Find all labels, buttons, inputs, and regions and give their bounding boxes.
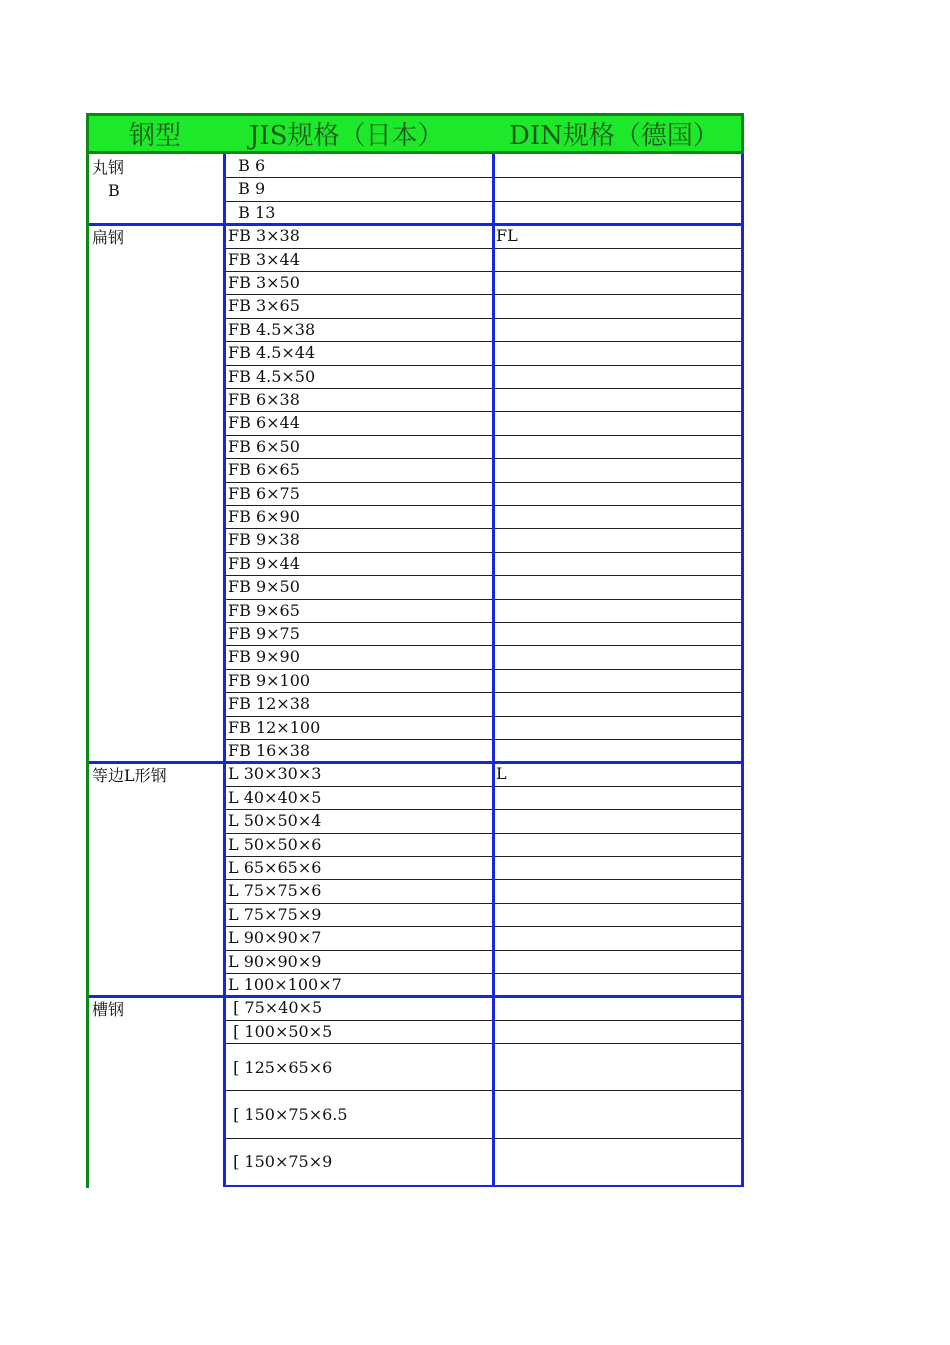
table-row <box>86 366 744 389</box>
table-row <box>86 225 744 248</box>
table-row <box>86 319 744 342</box>
din-spec-cell[interactable] <box>494 717 743 740</box>
table-row <box>86 974 744 997</box>
din-spec-cell[interactable] <box>494 529 743 552</box>
table-row <box>86 904 744 927</box>
jis-spec-cell[interactable]: FB 9×100 <box>225 670 494 693</box>
din-spec-cell[interactable] <box>494 155 743 178</box>
din-spec-cell[interactable] <box>494 436 743 459</box>
din-spec-cell[interactable] <box>494 412 743 435</box>
table-row <box>86 927 744 950</box>
table-row <box>86 295 744 318</box>
table-row <box>86 834 744 857</box>
jis-spec-cell[interactable]: L 90×90×7 <box>225 927 494 950</box>
table-row <box>86 1021 744 1044</box>
din-spec-cell[interactable] <box>494 1092 743 1139</box>
din-spec-cell[interactable] <box>494 646 743 669</box>
din-spec-cell[interactable] <box>494 483 743 506</box>
din-spec-cell[interactable] <box>494 459 743 482</box>
din-spec-cell[interactable] <box>494 178 743 201</box>
jis-spec-cell[interactable]: L 65×65×6 <box>225 857 494 880</box>
din-spec-cell[interactable] <box>494 740 743 763</box>
header-steel-type: 钢型 <box>129 121 182 151</box>
table-row <box>86 553 744 576</box>
din-spec-cell[interactable] <box>494 623 743 646</box>
jis-spec-cell[interactable]: FB 6×44 <box>225 412 494 435</box>
jis-spec-cell[interactable]: FB 9×44 <box>225 553 494 576</box>
jis-spec-cell[interactable]: FB 12×38 <box>225 693 494 716</box>
jis-spec-cell[interactable]: FB 3×50 <box>225 272 494 295</box>
din-spec-cell[interactable] <box>494 389 743 412</box>
table-row <box>86 740 744 763</box>
din-spec-cell[interactable]: L <box>494 763 743 786</box>
jis-spec-cell[interactable]: L 40×40×5 <box>225 787 494 810</box>
jis-spec-cell[interactable]: B 9 <box>225 178 494 201</box>
table-row <box>86 1139 744 1186</box>
group-divider <box>89 995 744 998</box>
din-spec-cell[interactable]: FL <box>494 225 743 248</box>
din-spec-cell[interactable] <box>494 1044 743 1091</box>
table-row <box>86 717 744 740</box>
jis-spec-cell[interactable]: FB 4.5×44 <box>225 342 494 365</box>
din-spec-cell[interactable] <box>494 857 743 880</box>
table-row <box>86 412 744 435</box>
jis-spec-cell[interactable]: FB 4.5×38 <box>225 319 494 342</box>
jis-spec-cell[interactable]: FB 9×90 <box>225 646 494 669</box>
din-spec-cell[interactable] <box>494 670 743 693</box>
din-spec-cell[interactable] <box>494 810 743 833</box>
bottom-border <box>223 1185 744 1187</box>
din-spec-cell[interactable] <box>494 576 743 599</box>
jis-spec-cell[interactable]: FB 3×65 <box>225 295 494 318</box>
din-spec-cell[interactable] <box>494 904 743 927</box>
table-row <box>86 857 744 880</box>
jis-spec-cell[interactable]: FB 9×75 <box>225 623 494 646</box>
table-row <box>86 459 744 482</box>
jis-spec-cell[interactable]: FB 16×38 <box>225 740 494 763</box>
table-row <box>86 342 744 365</box>
table-row <box>86 155 744 178</box>
table-row <box>86 951 744 974</box>
table-row <box>86 1092 744 1139</box>
din-spec-cell[interactable] <box>494 506 743 529</box>
din-spec-cell[interactable] <box>494 997 743 1020</box>
din-spec-cell[interactable] <box>494 342 743 365</box>
column-divider <box>492 154 495 1187</box>
jis-spec-cell[interactable]: FB 9×65 <box>225 600 494 623</box>
din-spec-cell[interactable] <box>494 600 743 623</box>
din-spec-cell[interactable] <box>494 834 743 857</box>
steel-type-code: B <box>108 181 120 200</box>
table-row <box>86 880 744 903</box>
jis-spec-cell[interactable]: [ 125×65×6 <box>225 1044 494 1091</box>
table-row <box>86 436 744 459</box>
jis-spec-cell[interactable]: FB 6×75 <box>225 483 494 506</box>
table-row <box>86 272 744 295</box>
jis-spec-cell[interactable]: [ 75×40×5 <box>225 997 494 1020</box>
jis-spec-cell[interactable]: L 90×90×9 <box>225 951 494 974</box>
din-spec-cell[interactable] <box>494 693 743 716</box>
din-spec-cell[interactable] <box>494 249 743 272</box>
jis-spec-cell[interactable]: FB 12×100 <box>225 717 494 740</box>
din-spec-cell[interactable] <box>494 951 743 974</box>
jis-spec-cell[interactable]: L 50×50×4 <box>225 810 494 833</box>
table-row <box>86 1044 744 1091</box>
jis-spec-cell[interactable]: B 6 <box>225 155 494 178</box>
din-spec-cell[interactable] <box>494 295 743 318</box>
table-row <box>86 178 744 201</box>
jis-spec-cell[interactable]: L 50×50×6 <box>225 834 494 857</box>
table-row <box>86 646 744 669</box>
jis-spec-cell[interactable]: [ 150×75×9 <box>225 1139 494 1186</box>
jis-spec-cell[interactable]: FB 6×90 <box>225 506 494 529</box>
jis-spec-cell[interactable]: FB 6×65 <box>225 459 494 482</box>
table-row <box>86 389 744 412</box>
din-spec-cell[interactable] <box>494 1139 743 1186</box>
group-divider <box>89 761 744 764</box>
jis-spec-cell[interactable]: FB 6×50 <box>225 436 494 459</box>
table-row <box>86 787 744 810</box>
table-row <box>86 576 744 599</box>
din-spec-cell[interactable] <box>494 272 743 295</box>
din-spec-cell[interactable] <box>494 787 743 810</box>
jis-spec-cell[interactable]: FB 9×38 <box>225 529 494 552</box>
table-row <box>86 810 744 833</box>
column-divider <box>223 154 226 1187</box>
table-row <box>86 483 744 506</box>
table-row <box>86 997 744 1020</box>
jis-spec-cell[interactable]: FB 4.5×50 <box>225 366 494 389</box>
table-row <box>86 600 744 623</box>
din-spec-cell[interactable] <box>494 202 743 225</box>
jis-spec-cell[interactable]: L 100×100×7 <box>225 974 494 997</box>
table-row <box>86 249 744 272</box>
steel-type-label: 槽钢 <box>92 1000 125 1020</box>
jis-spec-cell[interactable]: [ 150×75×6.5 <box>225 1092 494 1139</box>
group-divider <box>89 223 744 226</box>
steel-type-label: 扁钢 <box>92 228 125 248</box>
steel-type-label: 等边L形钢 <box>92 766 167 786</box>
jis-spec-cell[interactable]: L 75×75×9 <box>225 904 494 927</box>
jis-spec-cell[interactable]: FB 6×38 <box>225 389 494 412</box>
header-jis-spec: JIS规格（日本） <box>249 121 444 151</box>
table-row <box>86 506 744 529</box>
jis-spec-cell[interactable]: FB 3×44 <box>225 249 494 272</box>
table-header <box>86 113 744 154</box>
din-spec-cell[interactable] <box>494 319 743 342</box>
din-spec-cell[interactable] <box>494 974 743 997</box>
left-border <box>86 113 89 1188</box>
table-row <box>86 529 744 552</box>
din-spec-cell[interactable] <box>494 927 743 950</box>
jis-spec-cell[interactable]: [ 100×50×5 <box>225 1021 494 1044</box>
column-divider <box>741 154 744 1187</box>
din-spec-cell[interactable] <box>494 553 743 576</box>
table-row <box>86 623 744 646</box>
table-row <box>86 670 744 693</box>
jis-spec-cell[interactable]: L 75×75×6 <box>225 880 494 903</box>
steel-type-label: 丸钢 <box>92 158 125 177</box>
jis-spec-cell[interactable]: FB 9×50 <box>225 576 494 599</box>
table-row <box>86 763 744 786</box>
table-row <box>86 202 744 225</box>
din-spec-cell[interactable] <box>494 366 743 389</box>
din-spec-cell[interactable] <box>494 1021 743 1044</box>
header-din-spec: DIN规格（德国） <box>509 121 719 151</box>
jis-spec-cell[interactable]: L 30×30×3 <box>225 763 494 786</box>
jis-spec-cell[interactable]: B 13 <box>225 202 494 225</box>
table-row <box>86 693 744 716</box>
din-spec-cell[interactable] <box>494 880 743 903</box>
jis-spec-cell[interactable]: FB 3×38 <box>225 225 494 248</box>
